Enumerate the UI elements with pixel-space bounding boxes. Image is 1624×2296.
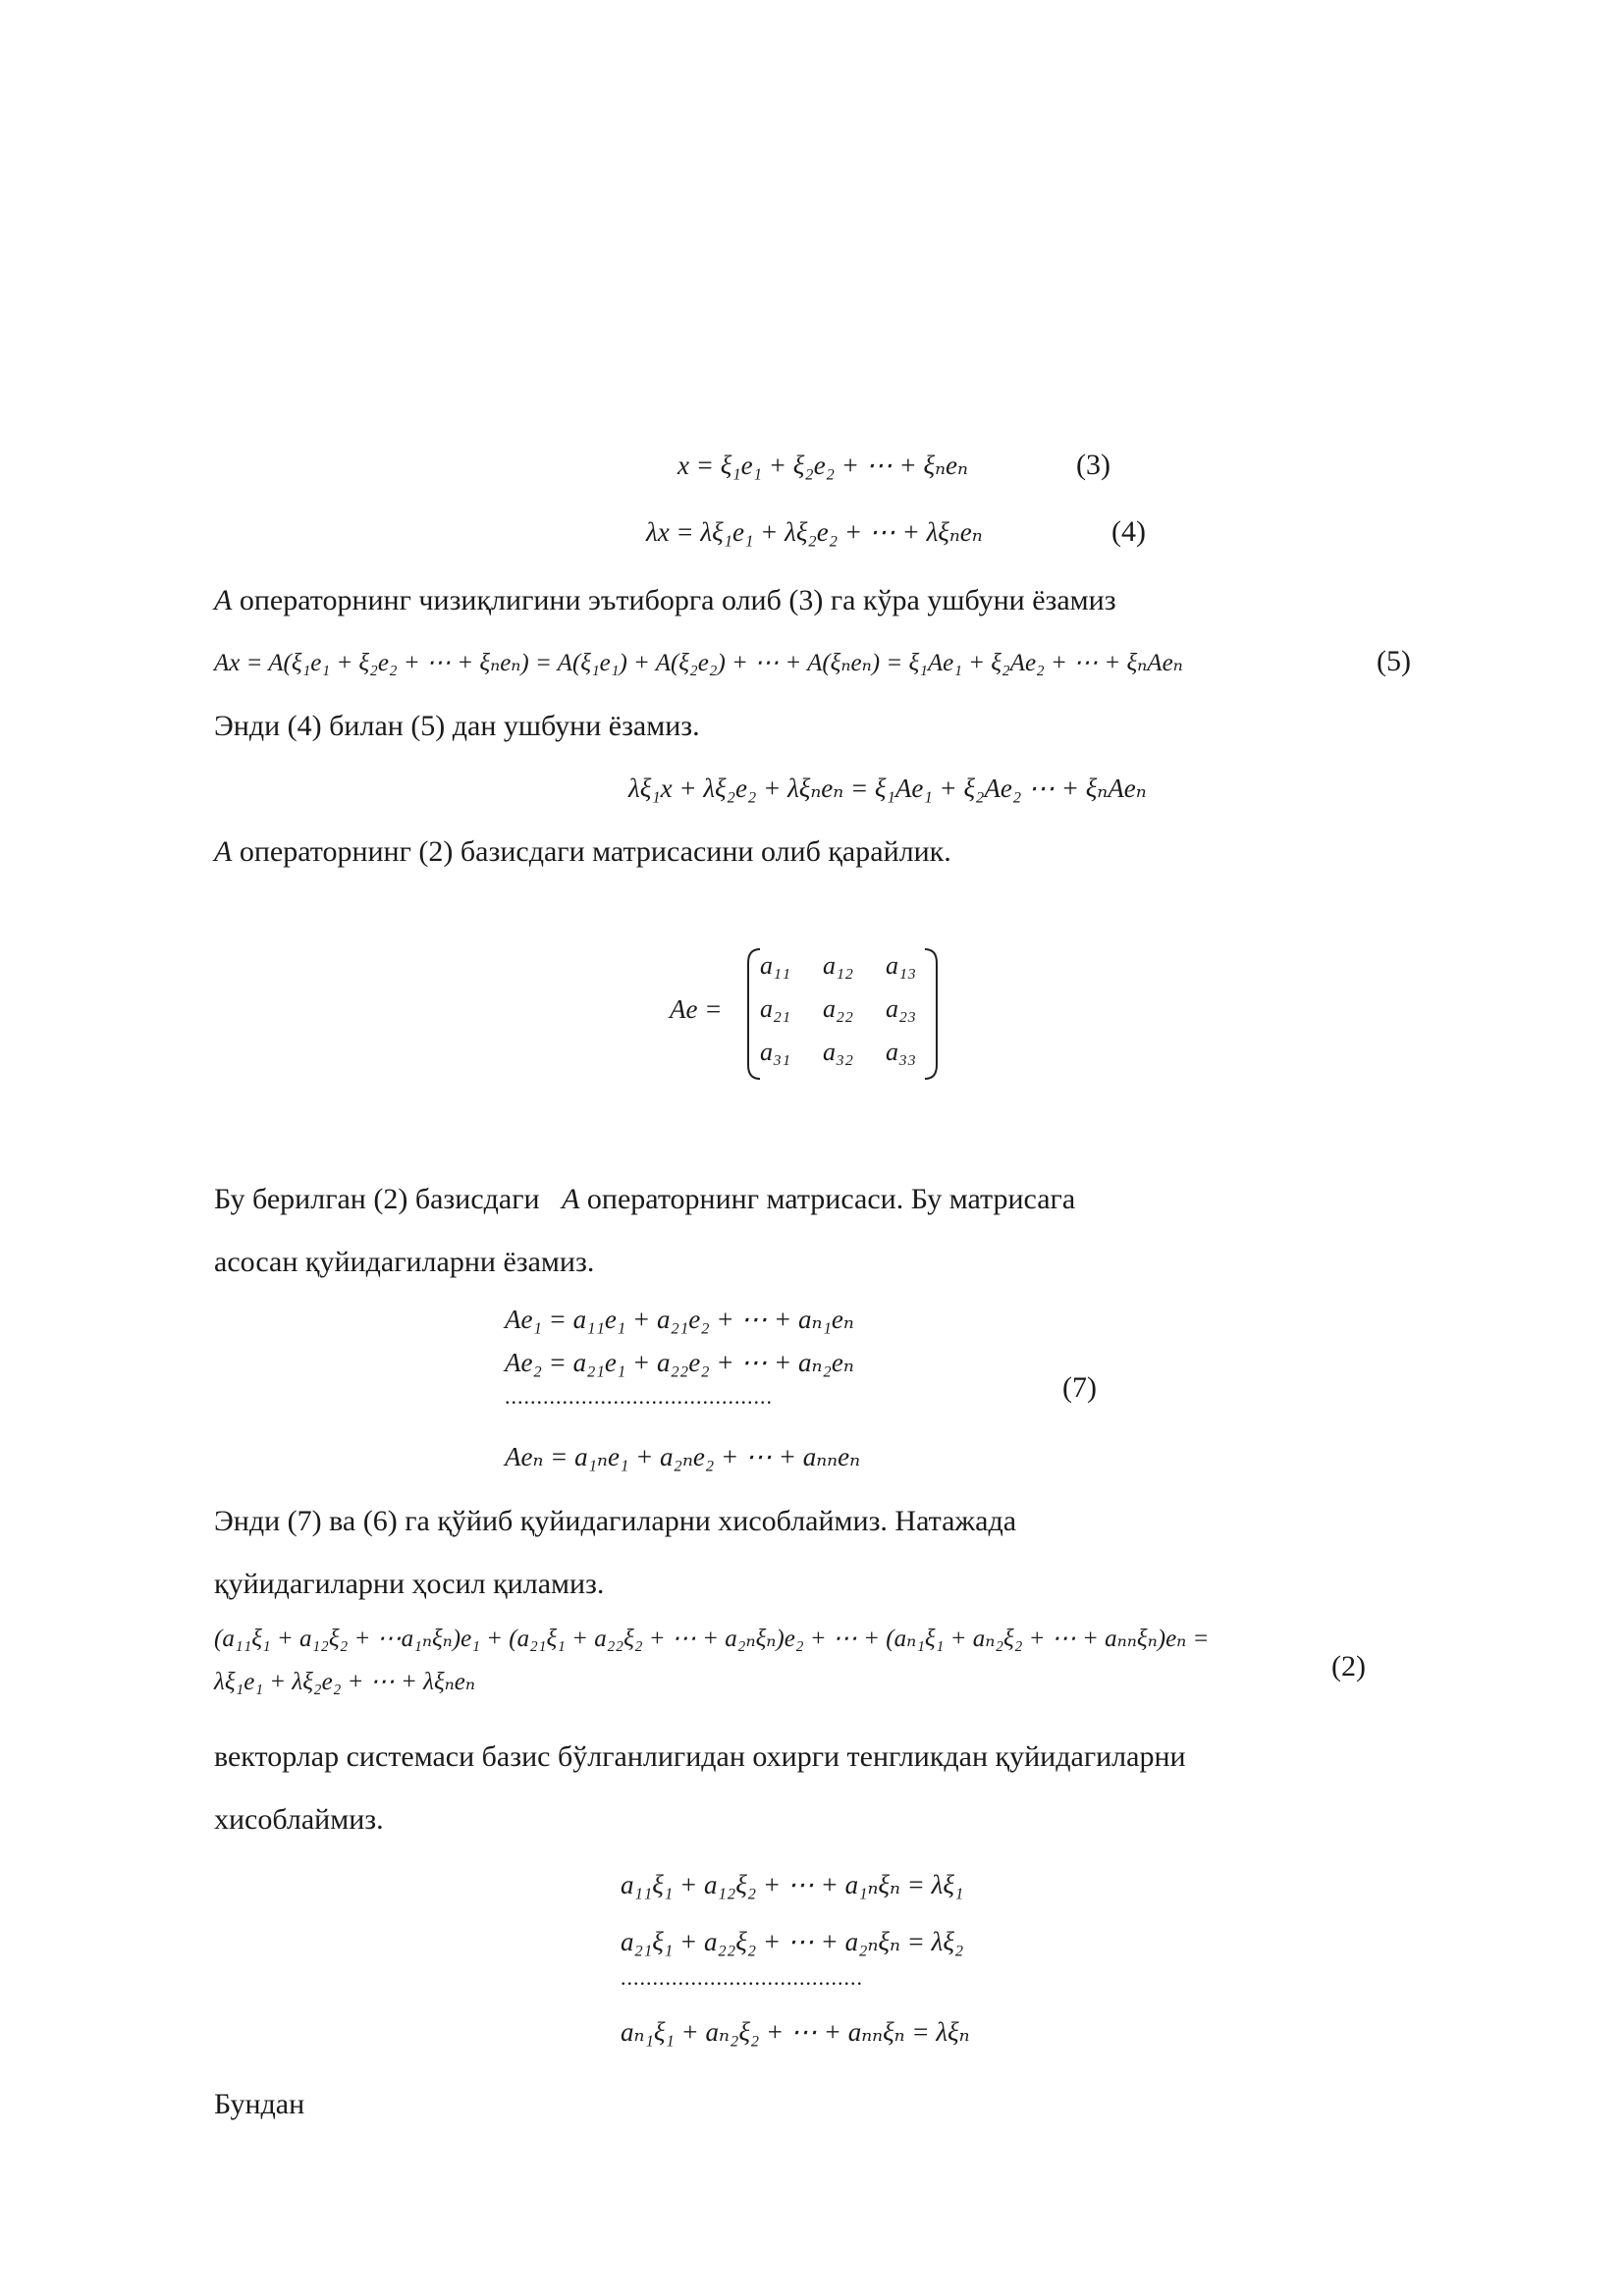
equation-3: x = ξ₁e₁ + ξ₂e₂ + ⋯ + ξₙeₙ bbox=[677, 451, 968, 480]
equation-3-number: (3) bbox=[1076, 449, 1110, 481]
matrix bbox=[746, 945, 939, 1083]
equation-expanded-line1: (a₁₁ξ₁ + a₁₂ξ₂ + ⋯a₁ₙξₙ)e₁ + (a₂₁ξ₁ + a₂₂ξ₂ + ⋯ + a₂ₙξₙ)e₂ + ⋯ + (aₙ₁ξ₁ + aₙ₂ξ₂ + ⋯ + aₙₙξₙ)eₙ = bbox=[214, 1626, 1210, 1652]
matrix-label: Ae = bbox=[670, 994, 723, 1024]
equation-expanded-line2: λξ₁e₁ + λξ₂e₂ + ⋯ + λξₙeₙ bbox=[214, 1669, 476, 1695]
matrix-cell: a₁₁ bbox=[760, 951, 791, 980]
paragraph-matrix-intro bbox=[214, 832, 951, 872]
paragraph-matrix-given-b: операторнинг матрисаси. Бу матрисага bbox=[586, 1183, 1076, 1215]
system-7-ellipsis: .......................................... bbox=[505, 1384, 773, 1409]
paragraph-linearity bbox=[214, 581, 1116, 620]
equation-5-number: (5) bbox=[1377, 645, 1411, 677]
paragraph-substitute: Энди (7) ва (6) га қўйиб қуйидагиларни хисоблаймиз. Натажада bbox=[214, 1505, 1017, 1537]
system-9-ellipsis: ...................................... bbox=[621, 1965, 863, 1990]
system-9-line: a₂₁ξ₁ + a₂₂ξ₂ + ⋯ + a₂ₙξₙ = λξ₂ bbox=[621, 1927, 964, 1956]
paragraph-basis: векторлар системаси базис бўлганлигидан охирги тенгликдан қуйидагиларни bbox=[214, 1740, 1186, 1773]
system-7-line: Aeₙ = a₁ₙe₁ + a₂ₙe₂ + ⋯ + aₙₙeₙ bbox=[505, 1442, 861, 1471]
equation-4: λx = λξ₁e₁ + λξ₂e₂ + ⋯ + λξₙeₙ bbox=[646, 517, 983, 547]
matrix-cell: a₃₁ bbox=[760, 1038, 791, 1066]
operator-symbol: A bbox=[562, 1183, 580, 1215]
matrix-cell: a₃₂ bbox=[823, 1038, 854, 1066]
matrix-cell: a₂₁ bbox=[760, 994, 791, 1023]
matrix-cell: a₁₂ bbox=[823, 951, 854, 980]
matrix-cell: a₃₃ bbox=[886, 1038, 917, 1066]
system-7-line: Ae₂ = a₂₁e₁ + a₂₂e₂ + ⋯ + aₙ₂eₙ bbox=[505, 1348, 854, 1377]
operator-symbol: A bbox=[214, 584, 233, 616]
system-9-line: a₁₁ξ₁ + a₁₂ξ₂ + ⋯ + a₁ₙξₙ = λξ₁ bbox=[621, 1870, 964, 1899]
operator-symbol: A bbox=[214, 835, 233, 868]
paragraph-matrix-given-a: Бу берилган (2) базисдаги bbox=[214, 1183, 540, 1215]
system-9-line: aₙ₁ξ₁ + aₙ₂ξ₂ + ⋯ + aₙₙξₙ = λξₙ bbox=[621, 2017, 970, 2047]
matrix-cell: a₂₂ bbox=[823, 994, 854, 1023]
equation-5: Ax = A(ξ₁e₁ + ξ₂e₂ + ⋯ + ξₙeₙ) = A(ξ₁e₁) + A(ξ₂e₂) + ⋯ + A(ξₙeₙ) = ξ₁Ae₁ + ξ₂Ae₂ + ⋯ + ξₙAeₙ bbox=[214, 650, 1183, 676]
matrix-cell: a₁₃ bbox=[886, 951, 917, 980]
paragraph-matrix-given bbox=[214, 1180, 1075, 1219]
paragraph-hence: Бундан bbox=[214, 2088, 305, 2120]
equation-4-number: (4) bbox=[1111, 515, 1146, 548]
paragraph-obtain: қуйидагиларни ҳосил қиламиз. bbox=[214, 1568, 605, 1600]
paragraph-based-on: асосан қуйидагиларни ёзамиз. bbox=[214, 1246, 595, 1278]
equation-expanded-number: (2) bbox=[1331, 1650, 1366, 1682]
equation-6: λξ₁x + λξ₂e₂ + λξₙeₙ = ξ₁Ae₁ + ξ₂Ae₂ ⋯ + ξₙAeₙ bbox=[628, 774, 1147, 803]
system-7-line: Ae₁ = a₁₁e₁ + a₂₁e₂ + ⋯ + aₙ₁eₙ bbox=[505, 1305, 854, 1334]
matrix-cell: a₂₃ bbox=[886, 994, 917, 1023]
paragraph-now-write: Энди (4) билан (5) дан ушбуни ёзамиз. bbox=[214, 710, 700, 742]
equation-7-number: (7) bbox=[1062, 1371, 1097, 1404]
matrix-equation bbox=[670, 945, 954, 1083]
paragraph-compute: хисоблаймиз. bbox=[214, 1803, 384, 1836]
paragraph-linearity-text: операторнинг чизиқлигини эътиборга олиб (3) га кўра ушбуни ёзамиз bbox=[239, 584, 1116, 616]
paragraph-matrix-intro-text: операторнинг (2) базисдаги матрисасини олиб қарайлик. bbox=[239, 835, 951, 868]
